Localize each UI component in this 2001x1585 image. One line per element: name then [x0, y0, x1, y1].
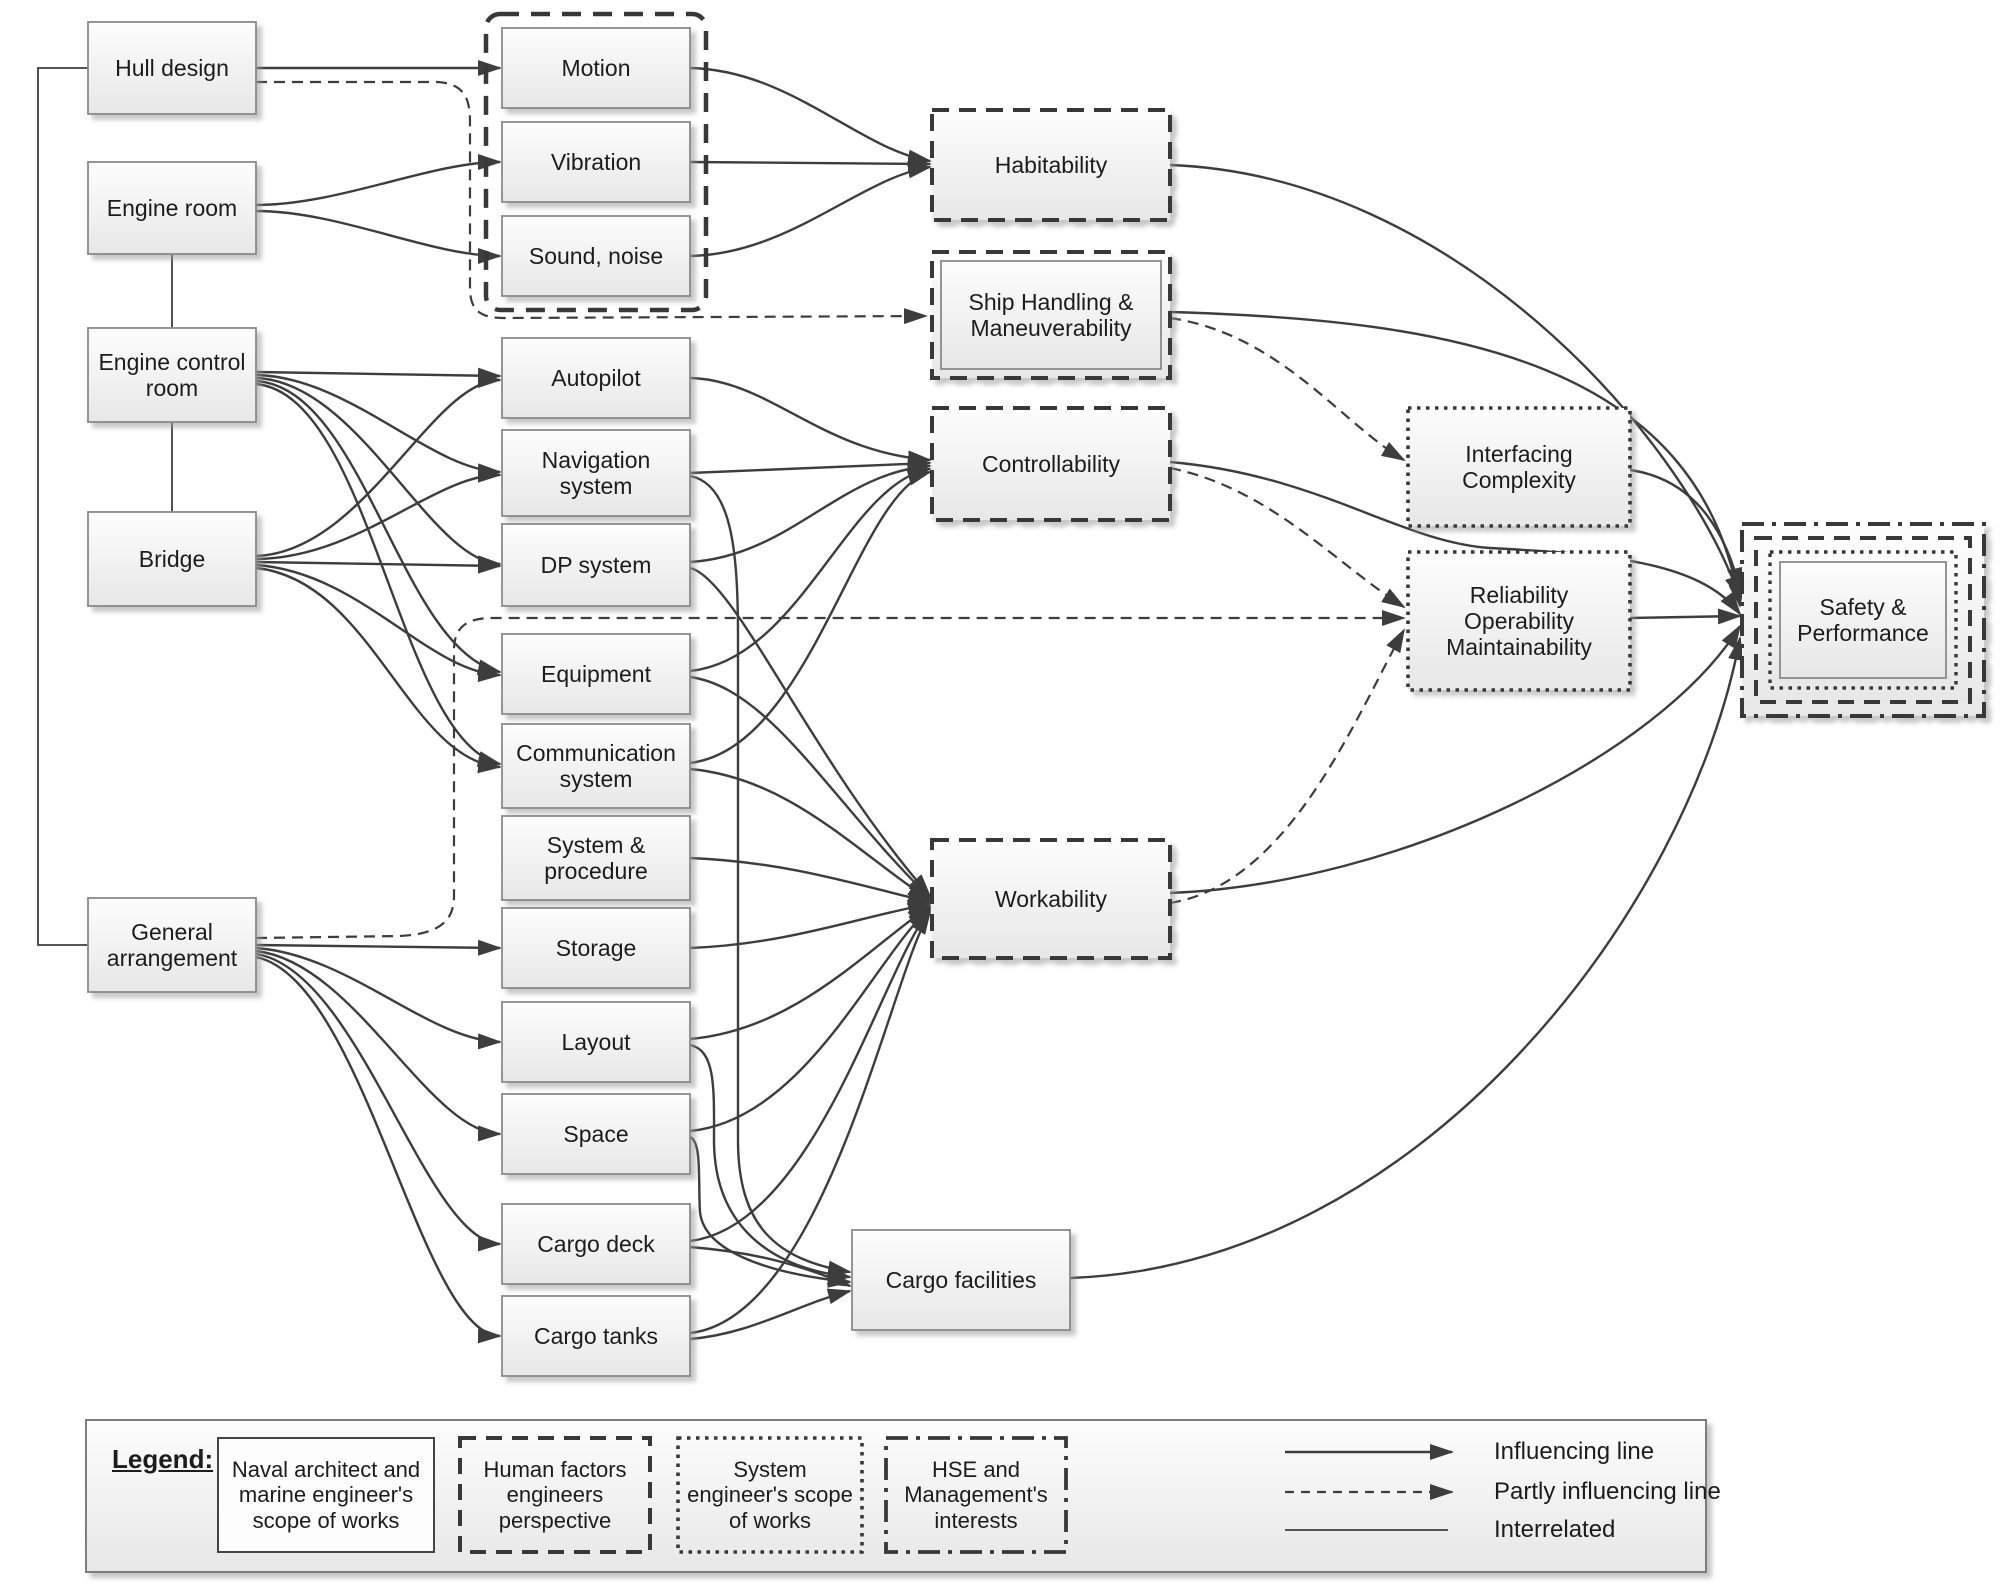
- legend-category-dashed-label: Human factors engineers perspective: [483, 1457, 627, 1533]
- edge-bridge-navigation: [256, 475, 500, 559]
- edge-equipment-workability: [690, 677, 930, 898]
- node-dp-system-label: DP system: [540, 551, 652, 578]
- edge-engineroom-sound: [256, 211, 500, 256]
- node-equipment-label: Equipment: [541, 660, 651, 687]
- node-ship-handling-label: Ship Handling & Maneuverability: [968, 288, 1134, 341]
- node-space-label: Space: [563, 1120, 629, 1147]
- edge-layout-cargofacilities: [690, 1045, 850, 1277]
- node-cargo-deck-label: Cargo deck: [537, 1230, 655, 1257]
- node-cargo-tanks-label: Cargo tanks: [533, 1322, 658, 1349]
- node-bridge-box: [88, 512, 256, 606]
- edge-sound-habitability: [690, 167, 930, 256]
- node-habitability-label: Habitability: [994, 151, 1108, 178]
- node-layout-label: Layout: [561, 1028, 631, 1055]
- node-workability-box: [932, 840, 1170, 958]
- edge-communication-workability: [690, 769, 930, 900]
- node-controllability-box: [932, 408, 1170, 520]
- edge-habitability-safety: [1170, 165, 1740, 598]
- edge-storage-workability: [690, 904, 930, 948]
- edge-general-cargodeck: [256, 954, 500, 1244]
- node-motion-label: Motion: [561, 54, 631, 81]
- edge-autopilot-controllability: [690, 378, 930, 460]
- node-engine-control-room-label: Engine control room: [98, 348, 246, 401]
- node-sound-noise-box: [502, 216, 690, 296]
- node-equipment-box: [502, 634, 690, 714]
- legend-partly-influencing-line-label: Partly influencing line: [1494, 1478, 1721, 1506]
- edge-bridge-communication: [256, 568, 500, 767]
- edge-space-workability: [690, 908, 930, 1131]
- node-interfacing-complexity-label: Interfacing Complexity: [1462, 440, 1576, 493]
- node-engine-control-room-box: [88, 328, 256, 422]
- legend-category-dashdot-label: HSE and Management's interests: [904, 1457, 1048, 1533]
- edge-general-rom-partly: [256, 618, 1404, 938]
- node-space-box: [502, 1094, 690, 1174]
- node-general-arrangement-box: [88, 898, 256, 992]
- node-cargo-deck-box: [502, 1204, 690, 1284]
- edge-rom-safety: [1630, 616, 1740, 618]
- node-communication-system-label: Communication system: [516, 739, 676, 792]
- node-cargo-facilities-label: Cargo facilities: [885, 1266, 1037, 1293]
- node-storage-box: [502, 908, 690, 988]
- edge-ecr-equipment: [256, 381, 500, 672]
- edge-motion-habitability: [690, 68, 930, 161]
- node-safety-performance-label: Safety & Performance: [1797, 593, 1929, 646]
- legend-title: Legend:: [112, 1444, 214, 1475]
- node-layout-box: [502, 1002, 690, 1082]
- edge-cargodeck-workability: [690, 910, 930, 1241]
- node-dp-system-box: [502, 524, 690, 606]
- node-sound-noise-label: Sound, noise: [528, 242, 664, 269]
- node-habitability-box: [932, 110, 1170, 220]
- node-autopilot-box: [502, 338, 690, 418]
- node-rom-label: Reliability Operability Maintainability: [1446, 581, 1592, 661]
- legend-influencing-line-label: Influencing line: [1494, 1438, 1655, 1466]
- node-navigation-system-box: [502, 430, 690, 516]
- node-cargo-tanks-box: [502, 1296, 690, 1376]
- node-vibration-label: Vibration: [550, 148, 642, 175]
- legend-category-solid-box: [218, 1438, 434, 1552]
- edge-ecr-dp: [256, 378, 500, 564]
- node-storage-label: Storage: [555, 934, 637, 961]
- edge-ecr-autopilot: [256, 372, 500, 376]
- node-vibration-box: [502, 122, 690, 202]
- node-ship-handling-inner-box: [941, 261, 1161, 369]
- legend-category-solid-label: Naval architect and marine engineer's scope of works: [231, 1457, 421, 1533]
- node-autopilot-label: Autopilot: [551, 364, 641, 391]
- node-system-procedure-label: System & procedure: [544, 831, 648, 884]
- node-workability-label: Workability: [994, 885, 1108, 912]
- legend-category-dotted-label: System engineer's scope of works: [687, 1457, 853, 1533]
- edge-bridge-autopilot: [256, 380, 500, 556]
- legend-interrelated-line-label: Interrelated: [1494, 1516, 1616, 1544]
- edge-hull-general-interrelated: [38, 68, 88, 945]
- node-cargo-facilities-box: [852, 1230, 1070, 1330]
- edge-vibration-habitability: [690, 162, 930, 164]
- edge-systemprocedure-workability: [690, 858, 930, 902]
- edge-general-cargotanks: [256, 957, 500, 1336]
- node-hull-design-box: [88, 22, 256, 114]
- node-motion-box: [502, 28, 690, 108]
- node-controllability-label: Controllability: [981, 450, 1121, 477]
- edge-workability-rom-partly: [1170, 630, 1404, 903]
- node-navigation-system-label: Navigation system: [541, 446, 651, 499]
- node-engine-room-label: Engine room: [106, 194, 238, 221]
- node-interfacing-complexity-box: [1408, 408, 1630, 526]
- edge-cargotanks-cargofacilities: [690, 1291, 850, 1339]
- edge-controllability-rom-partly: [1170, 468, 1404, 607]
- node-bridge-label: Bridge: [138, 545, 206, 572]
- node-engine-room-box: [88, 162, 256, 254]
- node-safety-performance-box: [1780, 562, 1946, 678]
- edge-shiphandling-interfacing-partly: [1170, 318, 1404, 460]
- node-general-arrangement-label: General arrangement: [106, 918, 238, 971]
- edge-bridge-dp: [256, 562, 500, 566]
- edge-navigation-controllability: [690, 463, 930, 473]
- node-system-procedure-box: [502, 816, 690, 900]
- node-communication-system-box: [502, 724, 690, 808]
- edge-general-storage: [256, 945, 500, 948]
- node-rom-box: [1408, 552, 1630, 690]
- edge-ecr-communication: [256, 384, 500, 764]
- edge-engineroom-vibration: [256, 162, 500, 205]
- node-hull-design-label: Hull design: [115, 54, 229, 81]
